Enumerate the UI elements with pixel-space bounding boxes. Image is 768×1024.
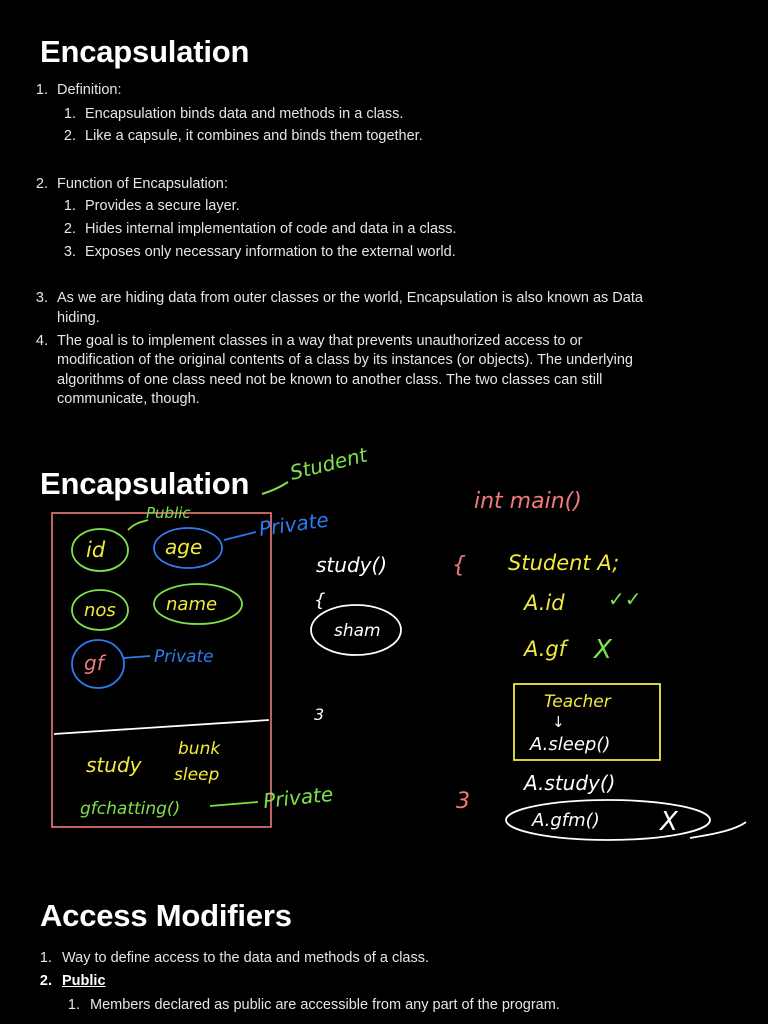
method-study: study (86, 753, 142, 777)
study-close: 3 (314, 705, 325, 724)
list-item: Members declared as public are accessible from any part of the program. (90, 997, 560, 1013)
list-number: 1. (35, 82, 48, 98)
a-study: A.study() (524, 771, 616, 795)
handwritten-diagram (0, 430, 768, 860)
a-id: A.id (524, 591, 565, 615)
list-item-line: hiding. (57, 310, 100, 326)
list-item-line: communicate, though. (57, 391, 200, 407)
main-brace: { (452, 553, 466, 578)
field-age: age (165, 535, 203, 559)
list-item-line: The goal is to implement classes in a way that prevents unauthorized access to or (57, 333, 583, 349)
list-item: Like a capsule, it combines and binds them together. (85, 128, 423, 144)
gf-private-label: Private (154, 647, 214, 667)
main-close: 3 (456, 789, 470, 814)
list-item: Provides a secure layer. (85, 198, 240, 214)
a-gfm: A.gfm() (532, 810, 600, 831)
list-number: 1. (67, 997, 80, 1013)
field-name: name (166, 594, 218, 615)
section-title: Encapsulation (40, 466, 250, 501)
public-label: Public (146, 504, 191, 522)
method-gfchatting: gfchatting() (80, 799, 181, 819)
page-title: Encapsulation (40, 34, 250, 69)
list-item: Function of Encapsulation: (57, 176, 228, 192)
section-title: Access Modifiers (40, 898, 292, 933)
list-number: 2. (35, 176, 48, 192)
a-sleep: A.sleep() (530, 734, 611, 755)
study-fn: study() (316, 553, 388, 577)
student-label: Student (287, 442, 370, 485)
field-nos: nos (84, 600, 116, 621)
list-item-line: modification of the original contents of a class by its instances (or objects). The underlying (57, 352, 633, 368)
list-number: 2. (63, 128, 76, 144)
list-number: 2. (39, 973, 52, 989)
private-arrow (224, 532, 256, 540)
list-item-line: algorithms of one class need not be known to another class. The two classes can still (57, 372, 603, 388)
private-label: Private (257, 507, 331, 541)
public-arrow (128, 520, 148, 530)
gfchat-arrow (210, 802, 258, 806)
list-number: 2. (63, 221, 76, 237)
list-number: 3. (63, 244, 76, 260)
field-gf: gf (84, 651, 104, 675)
list-item: Encapsulation binds data and methods in a class. (85, 106, 404, 122)
gfchat-private-label: Private (262, 781, 335, 813)
list-number: 1. (63, 106, 76, 122)
cross-icon: X (594, 635, 612, 665)
teacher-arrow: ↓ (552, 713, 565, 731)
list-item: Way to define access to the data and methods of a class. (62, 950, 430, 966)
cross-icon: X (660, 807, 678, 837)
list-item-line: As we are hiding data from outer classes or the world, Encapsulation is also known as Data (57, 290, 643, 306)
a-gf: A.gf (524, 637, 567, 661)
check-icon: ✓✓ (608, 587, 642, 611)
gf-private-arrow (124, 656, 150, 658)
main-fn: int main() (474, 489, 582, 514)
field-id: id (86, 538, 106, 562)
list-item: Hides internal implementation of code and data in a class. (85, 221, 457, 237)
student-arrow (262, 482, 288, 494)
list-number: 3. (35, 290, 48, 306)
teacher-label: Teacher (544, 692, 611, 712)
divider (54, 720, 269, 734)
list-number: 1. (39, 950, 52, 966)
method-sleep: sleep (174, 765, 220, 785)
list-item: Exposes only necessary information to the external world. (85, 244, 456, 260)
list-item: Definition: (57, 82, 122, 98)
method-bunk: bunk (178, 739, 221, 759)
study-brace: { (314, 590, 326, 611)
list-number: 4. (35, 333, 48, 349)
student-decl: Student A; (508, 551, 620, 575)
list-number: 1. (63, 198, 76, 214)
list-item-heading: Public (62, 973, 106, 989)
sham-text: sham (334, 621, 381, 641)
